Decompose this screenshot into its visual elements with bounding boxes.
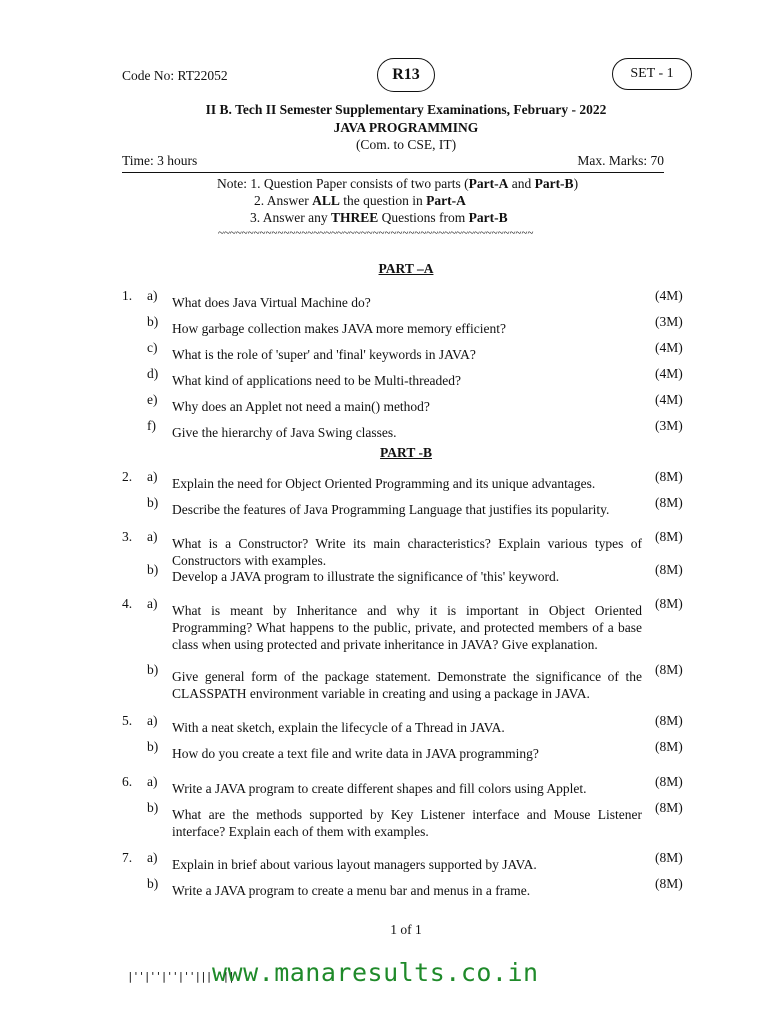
question-text: Explain in brief about various layout managers supported by JAVA. xyxy=(172,857,537,872)
question-text: What is the role of 'super' and 'final' keywords in JAVA? xyxy=(172,347,476,362)
question-marks: (8M) xyxy=(655,713,683,728)
question-marks: (3M) xyxy=(655,418,683,433)
question-label: a) xyxy=(147,774,158,789)
code-number: Code No: RT22052 xyxy=(122,68,228,83)
question-marks: (3M) xyxy=(655,314,683,329)
question-label: b) xyxy=(147,800,159,815)
question-label: a) xyxy=(147,850,158,865)
question-number: 7. xyxy=(122,850,133,865)
question-text: Give the hierarchy of Java Swing classes. xyxy=(172,425,397,440)
question-marks: (8M) xyxy=(655,529,683,544)
question-marks: (8M) xyxy=(655,876,683,891)
question-text: What is a Constructor? Write its main characteristics? Explain various types of Constructors with examples. xyxy=(172,536,642,568)
barcode: |''|''|''|''|||''|| xyxy=(127,970,234,983)
part-b-title: PART -B xyxy=(380,445,432,460)
question-marks: (8M) xyxy=(655,562,683,577)
tilde-divider: ~~~~~~~~~~~~~~~~~~~~~~~~~~~~~~~~~~~~~~~~~~~~~~~~~~~~~ xyxy=(218,227,534,239)
time-allowed: Time: 3 hours xyxy=(122,153,198,168)
note-line-3: 3. Answer any THREE Questions from Part-B xyxy=(250,210,508,225)
note-line-1: Note: 1. Question Paper consists of two parts (Part-A and Part-B) xyxy=(217,176,579,191)
max-marks: Max. Marks: 70 xyxy=(577,153,664,168)
question-text: What kind of applications need to be Multi-threaded? xyxy=(172,373,462,388)
page-number: 1 of 1 xyxy=(390,922,422,937)
question-label: c) xyxy=(147,340,158,355)
subject-title: JAVA PROGRAMMING xyxy=(333,120,479,135)
question-number: 1. xyxy=(122,288,133,303)
question-number: 6. xyxy=(122,774,133,789)
question-text: Give general form of the package statement. Demonstrate the significance of the CLASSPATH environment variable in creating and using a package in JAVA. xyxy=(172,669,642,701)
part-a-title: PART –A xyxy=(378,261,434,276)
question-marks: (8M) xyxy=(655,774,683,789)
question-label: d) xyxy=(147,366,159,381)
question-marks: (8M) xyxy=(655,469,683,484)
question-label: a) xyxy=(147,469,158,484)
question-label: a) xyxy=(147,288,158,303)
question-marks: (8M) xyxy=(655,596,683,611)
question-number: 4. xyxy=(122,596,133,611)
question-text: What does Java Virtual Machine do? xyxy=(172,295,371,310)
question-marks: (4M) xyxy=(655,340,683,355)
question-text: Write a JAVA program to create different shapes and fill colors using Applet. xyxy=(172,781,587,796)
question-marks: (4M) xyxy=(655,392,683,407)
question-label: a) xyxy=(147,713,158,728)
question-marks: (8M) xyxy=(655,495,683,510)
question-text: With a neat sketch, explain the lifecycle of a Thread in JAVA. xyxy=(172,720,505,735)
header-divider xyxy=(122,172,664,173)
question-marks: (4M) xyxy=(655,288,683,303)
question-text: What is meant by Inheritance and why it is important in Object Oriented Programming? What happens to the public, private, and protected members of a base class when using protected and private inheritance in JAVA? Give explanation. xyxy=(172,603,642,652)
question-text: How garbage collection makes JAVA more memory efficient? xyxy=(172,321,507,336)
question-label: b) xyxy=(147,876,159,891)
question-marks: (8M) xyxy=(655,739,683,754)
question-text: Write a JAVA program to create a menu bar and menus in a frame. xyxy=(172,883,531,898)
question-text: How do you create a text file and write data in JAVA programming? xyxy=(172,746,539,761)
question-text: Develop a JAVA program to illustrate the significance of 'this' keyword. xyxy=(172,569,560,584)
question-label: b) xyxy=(147,662,159,677)
question-number: 2. xyxy=(122,469,133,484)
question-text: What are the methods supported by Key Listener interface and Mouse Listener interface? Explain each of them with examples. xyxy=(172,807,642,839)
question-label: b) xyxy=(147,495,159,510)
instructions-note xyxy=(217,175,578,226)
question-label: b) xyxy=(147,739,159,754)
branches: (Com. to CSE, IT) xyxy=(355,137,457,152)
regulation-badge: R13 xyxy=(377,58,435,92)
question-marks: (8M) xyxy=(655,662,683,677)
question-marks: (4M) xyxy=(655,366,683,381)
exam-title: II B. Tech II Semester Supplementary Examinations, February - 2022 xyxy=(205,102,607,117)
question-label: a) xyxy=(147,596,158,611)
question-label: a) xyxy=(147,529,158,544)
website-url: www.manaresults.co.in xyxy=(212,958,539,987)
question-text: Explain the need for Object Oriented Programming and its unique advantages. xyxy=(172,476,596,491)
set-badge: SET - 1 xyxy=(612,58,692,90)
question-number: 3. xyxy=(122,529,133,544)
question-marks: (8M) xyxy=(655,850,683,865)
question-label: f) xyxy=(147,418,156,433)
question-marks: (8M) xyxy=(655,800,683,815)
question-label: b) xyxy=(147,314,159,329)
question-label: e) xyxy=(147,392,158,407)
question-number: 5. xyxy=(122,713,133,728)
question-text: Describe the features of Java Programming Language that justifies its popularity. xyxy=(172,502,610,517)
question-text: Why does an Applet not need a main() method? xyxy=(172,399,430,414)
question-label: b) xyxy=(147,562,159,577)
note-line-2: 2. Answer ALL the question in Part-A xyxy=(254,193,466,208)
